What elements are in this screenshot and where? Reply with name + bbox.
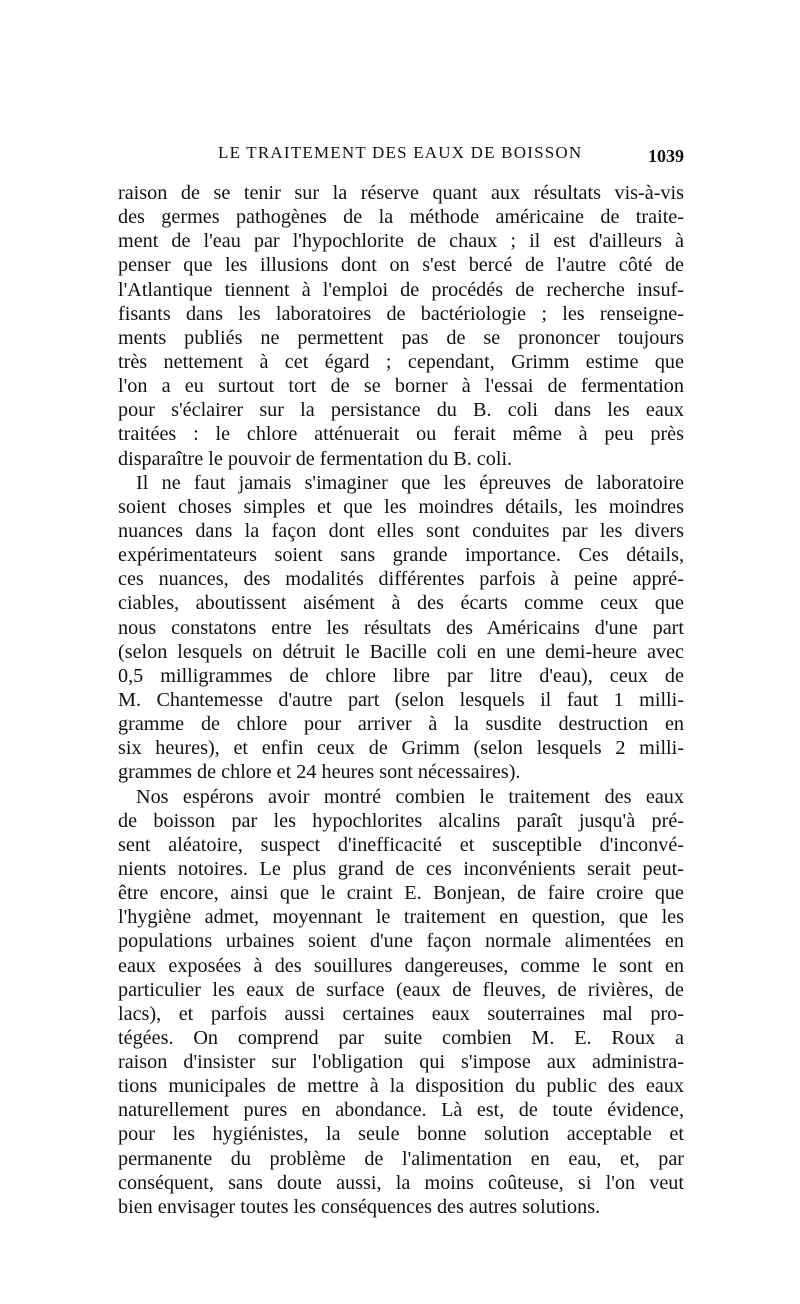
text-line: Il ne faut jamais s'imaginer que les épreuves de laboratoire (136, 471, 684, 494)
text-line: permanente du problème de l'alimentation en eau, et, par (118, 1147, 684, 1170)
text-line: six heures), et enfin ceux de Grimm (selon lesquels 2 milli- (118, 737, 684, 760)
text-line: des germes pathogènes de la méthode américaine de traite- (118, 206, 684, 229)
text-line: nous constatons entre les résultats des Américains d'une part (118, 616, 684, 639)
text-line: ciables, aboutissent aisément à des écarts comme ceux que (118, 592, 684, 615)
text-line: eaux exposées à des souillures dangereuses, comme le sont en (118, 954, 684, 977)
text-line: conséquent, sans doute aussi, la moins coûteuse, si l'on veut (118, 1171, 684, 1194)
text-line: l'Atlantique tiennent à l'emploi de procédés de recherche insuf- (118, 278, 684, 301)
text-line: expérimentateurs soient sans grande importance. Ces détails, (118, 544, 684, 567)
text-line: raison d'insister sur l'obligation qui s'impose aux administra- (118, 1051, 684, 1074)
text-line: de boisson par les hypochlorites alcalins paraît jusqu'à pré- (118, 809, 684, 832)
text-line: ces nuances, des modalités différentes parfois à peine appré- (118, 568, 684, 591)
text-line: grammes de chlore et 24 heures sont nécessaires). (118, 761, 521, 784)
text-line: gramme de chlore pour arriver à la susdite destruction en (118, 713, 684, 736)
text-line: l'on a eu surtout tort de se borner à l'essai de fermentation (118, 375, 684, 398)
text-line: naturellement pures en abondance. Là est, de toute évidence, (118, 1099, 684, 1122)
text-line: bien envisager toutes les conséquences des autres solutions. (118, 1195, 601, 1218)
text-line: lacs), et parfois aussi certaines eaux souterraines mal pro- (118, 1002, 684, 1025)
text-line: soient choses simples et que les moindres détails, les moindres (118, 495, 684, 518)
text-line: très nettement à cet égard ; cependant, Grimm estime que (118, 350, 684, 373)
text-line: Nos espérons avoir montré combien le traitement des eaux (136, 785, 684, 808)
text-line: nients notoires. Le plus grand de ces inconvénients serait peut- (118, 857, 684, 880)
text-line: particulier les eaux de surface (eaux de fleuves, de rivières, de (118, 978, 684, 1001)
running-title: LE TRAITEMENT DES EAUX DE BOISSON (218, 143, 583, 162)
text-line: disparaître le pouvoir de fermentation du B. coli. (118, 447, 513, 470)
text-line: nuances dans la façon dont elles sont conduites par les divers (118, 519, 684, 542)
text-line: 0,5 milligrammes de chlore libre par litre d'eau), ceux de (118, 664, 684, 687)
text-line: populations urbaines soient d'une façon normale alimentées en (118, 930, 684, 953)
text-line: pour s'éclairer sur la persistance du B. coli dans les eaux (118, 399, 684, 422)
text-line: M. Chantemesse d'autre part (selon lesquels il faut 1 milli- (118, 688, 684, 711)
page-number: 1039 (648, 146, 684, 166)
body-text (118, 181, 684, 1219)
text-line: penser que les illusions dont on s'est bercé de l'autre côté de (118, 254, 684, 277)
text-line: raison de se tenir sur la réserve quant aux résultats vis-à-vis (118, 182, 684, 204)
text-line: pour les hygiénistes, la seule bonne solution acceptable et (118, 1123, 684, 1146)
text-line: être encore, ainsi que le craint E. Bonjean, de faire croire que (118, 882, 684, 905)
text-line: ment de l'eau par l'hypochlorite de chaux ; il est d'ailleurs à (118, 230, 684, 253)
text-line: sent aléatoire, suspect d'inefficacité et susceptible d'inconvé- (118, 833, 684, 856)
text-line: traitées : le chlore atténuerait ou ferait même à peu près (118, 423, 684, 446)
text-line: tions municipales de mettre à la disposition du public des eaux (118, 1075, 684, 1098)
text-line: l'hygiène admet, moyennant le traitement en question, que les (118, 906, 684, 929)
text-line: ments publiés ne permettent pas de se prononcer toujours (118, 326, 684, 349)
running-header (118, 143, 684, 167)
text-line: tégées. On comprend par suite combien M. E. Roux a (118, 1026, 684, 1049)
text-line: (selon lesquels on détruit le Bacille coli en une demi-heure avec (118, 640, 684, 663)
text-line: fisants dans les laboratoires de bactériologie ; les renseigne- (118, 302, 684, 325)
